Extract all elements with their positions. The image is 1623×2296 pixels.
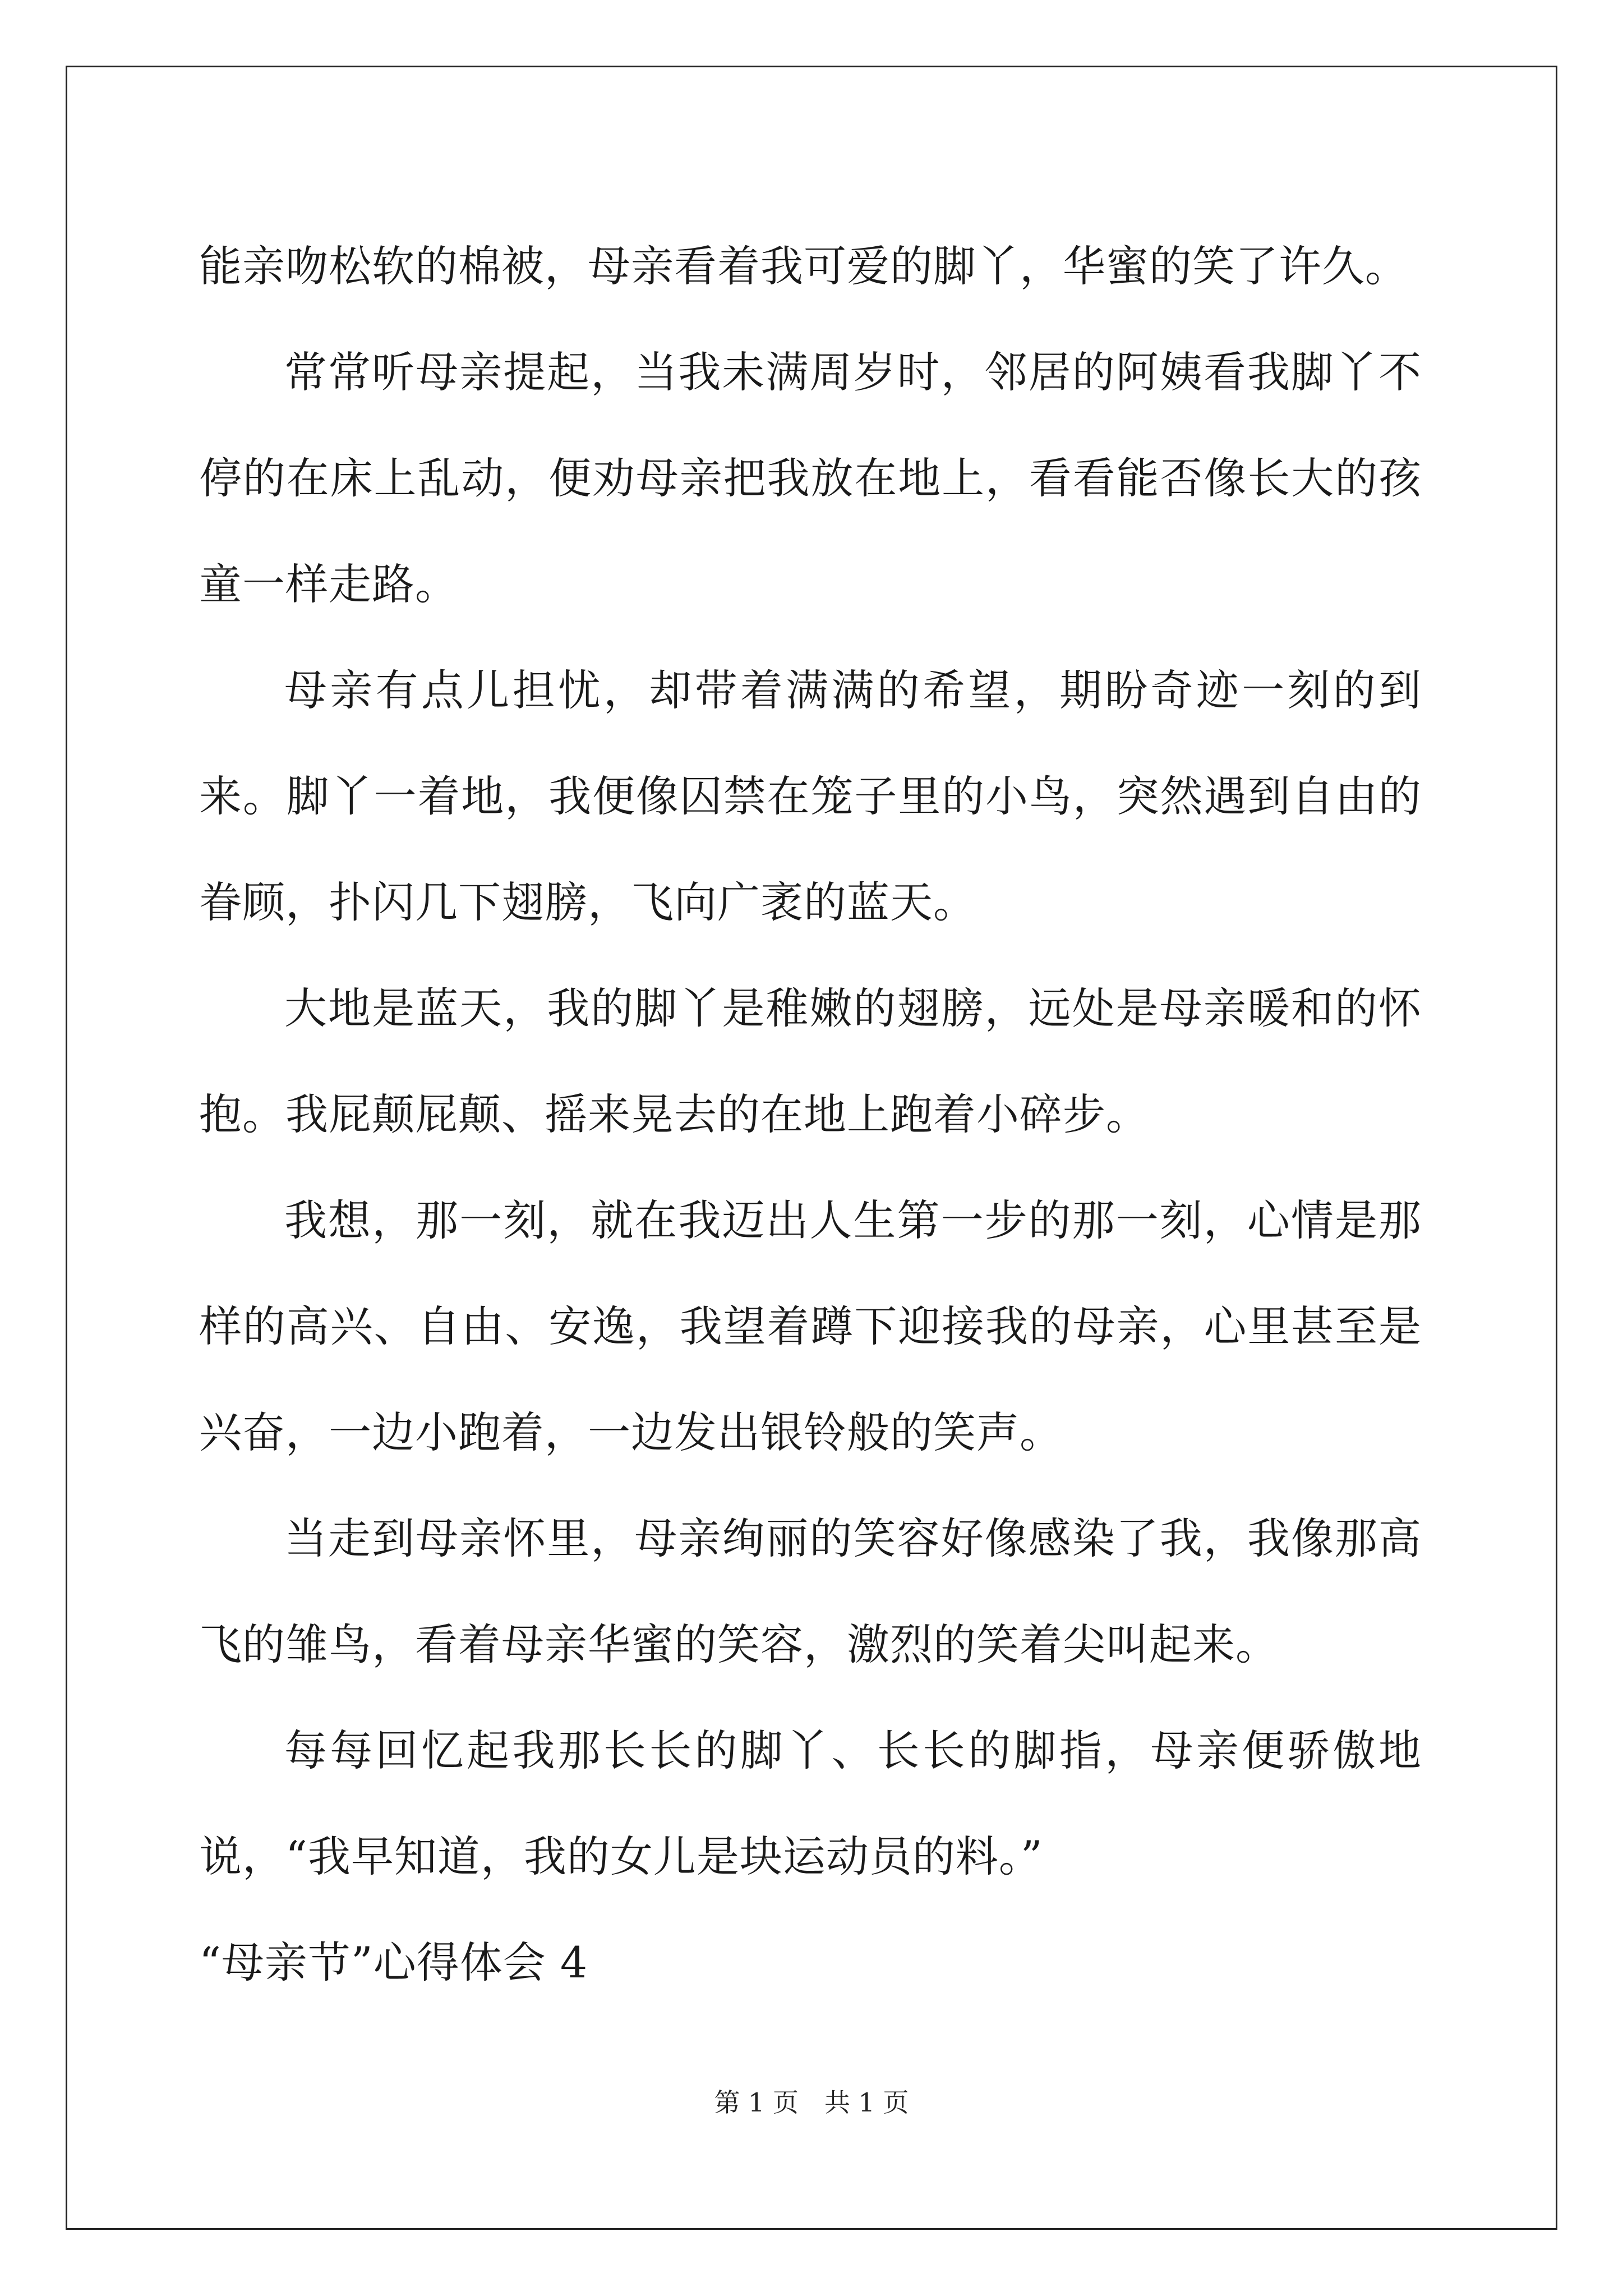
section-heading: “母亲节”心得体会 4 bbox=[199, 1938, 588, 1987]
paragraph-5: 我想，那一刻，就在我迈出人生第一步的那一刻，心情是那样的高兴、自由、安逸，我望着蹲下迎接我的母亲，心里甚至是兴奋，一边小跑着，一边发出银铃般的笑声。 bbox=[199, 1195, 1422, 1457]
page-footer: 第 1 页 共 1 页 bbox=[714, 2087, 909, 2118]
paragraph-6: 当走到母亲怀里，母亲绚丽的笑容好像感染了我，我像那高飞的雏鸟，看着母亲华蜜的笑容，激烈的笑着尖叫起来。 bbox=[199, 1513, 1422, 1669]
paragraph-3: 母亲有点儿担忧，却带着满满的希望，期盼奇迹一刻的到来。脚丫一着地，我便像囚禁在笼子里的小鸟，突然遇到自由的眷顾，扑闪几下翅膀，飞向广袤的蓝天。 bbox=[199, 665, 1422, 927]
paragraph-4: 大地是蓝天，我的脚丫是稚嫩的翅膀，远处是母亲暖和的怀抱。我屁颠屁颠、摇来晃去的在地上跑着小碎步。 bbox=[199, 983, 1422, 1139]
paragraph-1: 能亲吻松软的棉被，母亲看着我可爱的脚丫，华蜜的笑了许久。 bbox=[199, 241, 1408, 291]
paragraph-2: 常常听母亲提起，当我未满周岁时，邻居的阿姨看我脚丫不停的在床上乱动，便劝母亲把我放在地上，看看能否像长大的孩童一样走路。 bbox=[199, 347, 1422, 609]
paragraph-7: 每每回忆起我那长长的脚丫、长长的脚指，母亲便骄傲地说，“我早知道，我的女儿是块运动员的料。” bbox=[199, 1726, 1422, 1881]
document-body bbox=[199, 213, 1422, 2016]
